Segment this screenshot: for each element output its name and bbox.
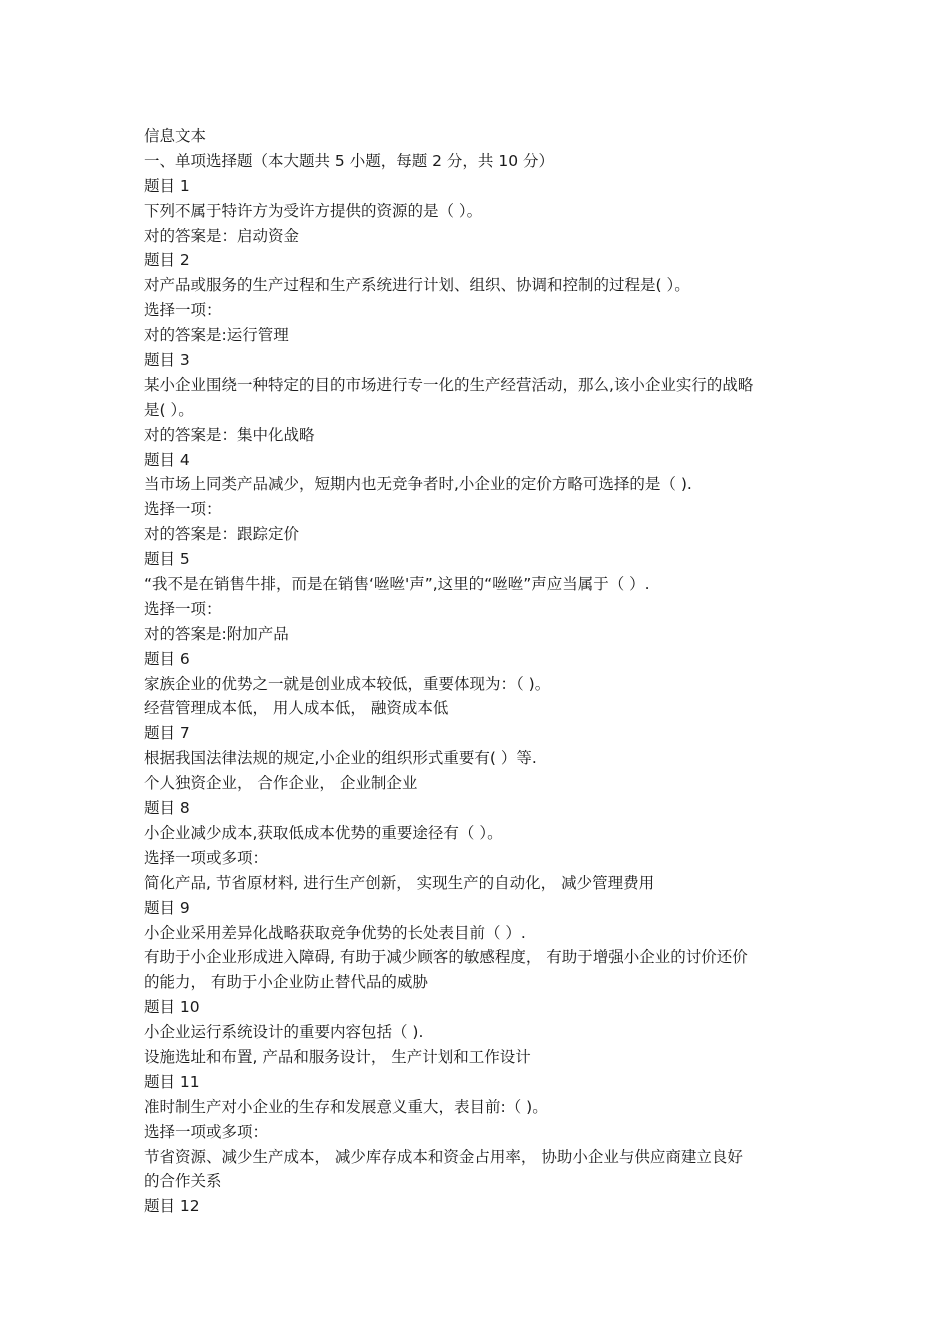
question-number: 题目 8: [144, 799, 190, 818]
question-text: 对产品或服务的生产过程和生产系统进行计划、组织、协调和控制的过程是( ）。: [144, 276, 690, 295]
option-prompt: 选择一项：: [144, 500, 222, 519]
answer-text: 对的答案是:运行管理: [144, 326, 289, 345]
question-number: 题目 3: [144, 351, 190, 370]
option-prompt: 选择一项：: [144, 599, 222, 618]
question-text-continued: 是( ）。: [144, 400, 194, 419]
answer-text: 简化产品, 节省原材料, 进行生产创新， 实现生产的自动化， 减少管理费用: [144, 873, 655, 892]
answer-text: 对的答案是：跟踪定价: [144, 525, 300, 544]
answer-text-continued: 的能力， 有助于小企业防止替代品的威胁: [144, 973, 428, 992]
answer-text: 有助于小企业形成进入障碍, 有助于减少顾客的敏感程度， 有助于增强小企业的讨价还价: [144, 948, 748, 967]
answer-text-continued: 的合作关系: [144, 1172, 222, 1191]
answer-text: 个人独资企业， 合作企业， 企业制企业: [144, 774, 418, 793]
question-text: 小企业减少成本,获取低成本优势的重要途径有（ ）。: [144, 823, 503, 842]
question-number: 题目 9: [144, 898, 190, 917]
question-text: 小企业采用差异化战略获取竞争优势的长处表目前（ ）.: [144, 923, 526, 942]
question-number: 题目 10: [144, 998, 200, 1017]
answer-text: 经营管理成本低， 用人成本低， 融资成本低: [144, 699, 449, 718]
question-text: 某小企业围绕一种特定的目的市场进行专一化的生产经营活动，那么,该小企业实行的战略: [144, 375, 754, 394]
question-number: 题目 7: [144, 724, 190, 743]
option-prompt: 选择一项：: [144, 301, 222, 320]
answer-text: 对的答案是:附加产品: [144, 624, 289, 643]
question-text: 当市场上同类产品减少，短期内也无竞争者时,小企业的定价方略可选择的是（ ).: [144, 475, 692, 494]
option-prompt: 选择一项或多项：: [144, 848, 269, 867]
question-number: 题目 6: [144, 649, 190, 668]
question-number: 题目 2: [144, 251, 190, 270]
doc-heading: 信息文本: [144, 127, 207, 145]
answer-text: 对的答案是：启动资金: [144, 226, 300, 245]
question-text: “我不是在销售牛排，而是在销售‘咝咝'声”,这里的“咝咝”声应当属于（ ）.: [144, 575, 650, 594]
answer-text: 对的答案是：集中化战略: [144, 425, 315, 444]
question-text: 下列不属于特许方为受许方提供的资源的是（ ）。: [144, 201, 483, 220]
answer-text: 节省资源、减少生产成本， 减少库存成本和资金占用率， 协助小企业与供应商建立良好: [144, 1147, 743, 1166]
document-page: [144, 124, 816, 1219]
question-text: 准时制生产对小企业的生存和发展意义重大，表目前:（ )。: [144, 1097, 548, 1116]
section-title: 一、单项选择题（本大题共 5 小题，每题 2 分，共 10 分）: [144, 151, 555, 170]
option-prompt: 选择一项或多项：: [144, 1122, 269, 1141]
question-number: 题目 11: [144, 1072, 200, 1091]
question-number: 题目 1: [144, 176, 190, 195]
question-number: 题目 5: [144, 550, 190, 569]
question-number: 题目 4: [144, 450, 190, 469]
answer-text: 设施选址和布置, 产品和服务设计， 生产计划和工作设计: [144, 1047, 531, 1066]
question-text: 小企业运行系统设计的重要内容包括（ ).: [144, 1023, 424, 1042]
question-text: 根据我国法律法规的规定,小企业的组织形式重要有( ）等.: [144, 749, 537, 768]
question-number: 题目 12: [144, 1197, 200, 1216]
question-text: 家族企业的优势之一就是创业成本较低，重要体现为：（ )。: [144, 674, 551, 693]
